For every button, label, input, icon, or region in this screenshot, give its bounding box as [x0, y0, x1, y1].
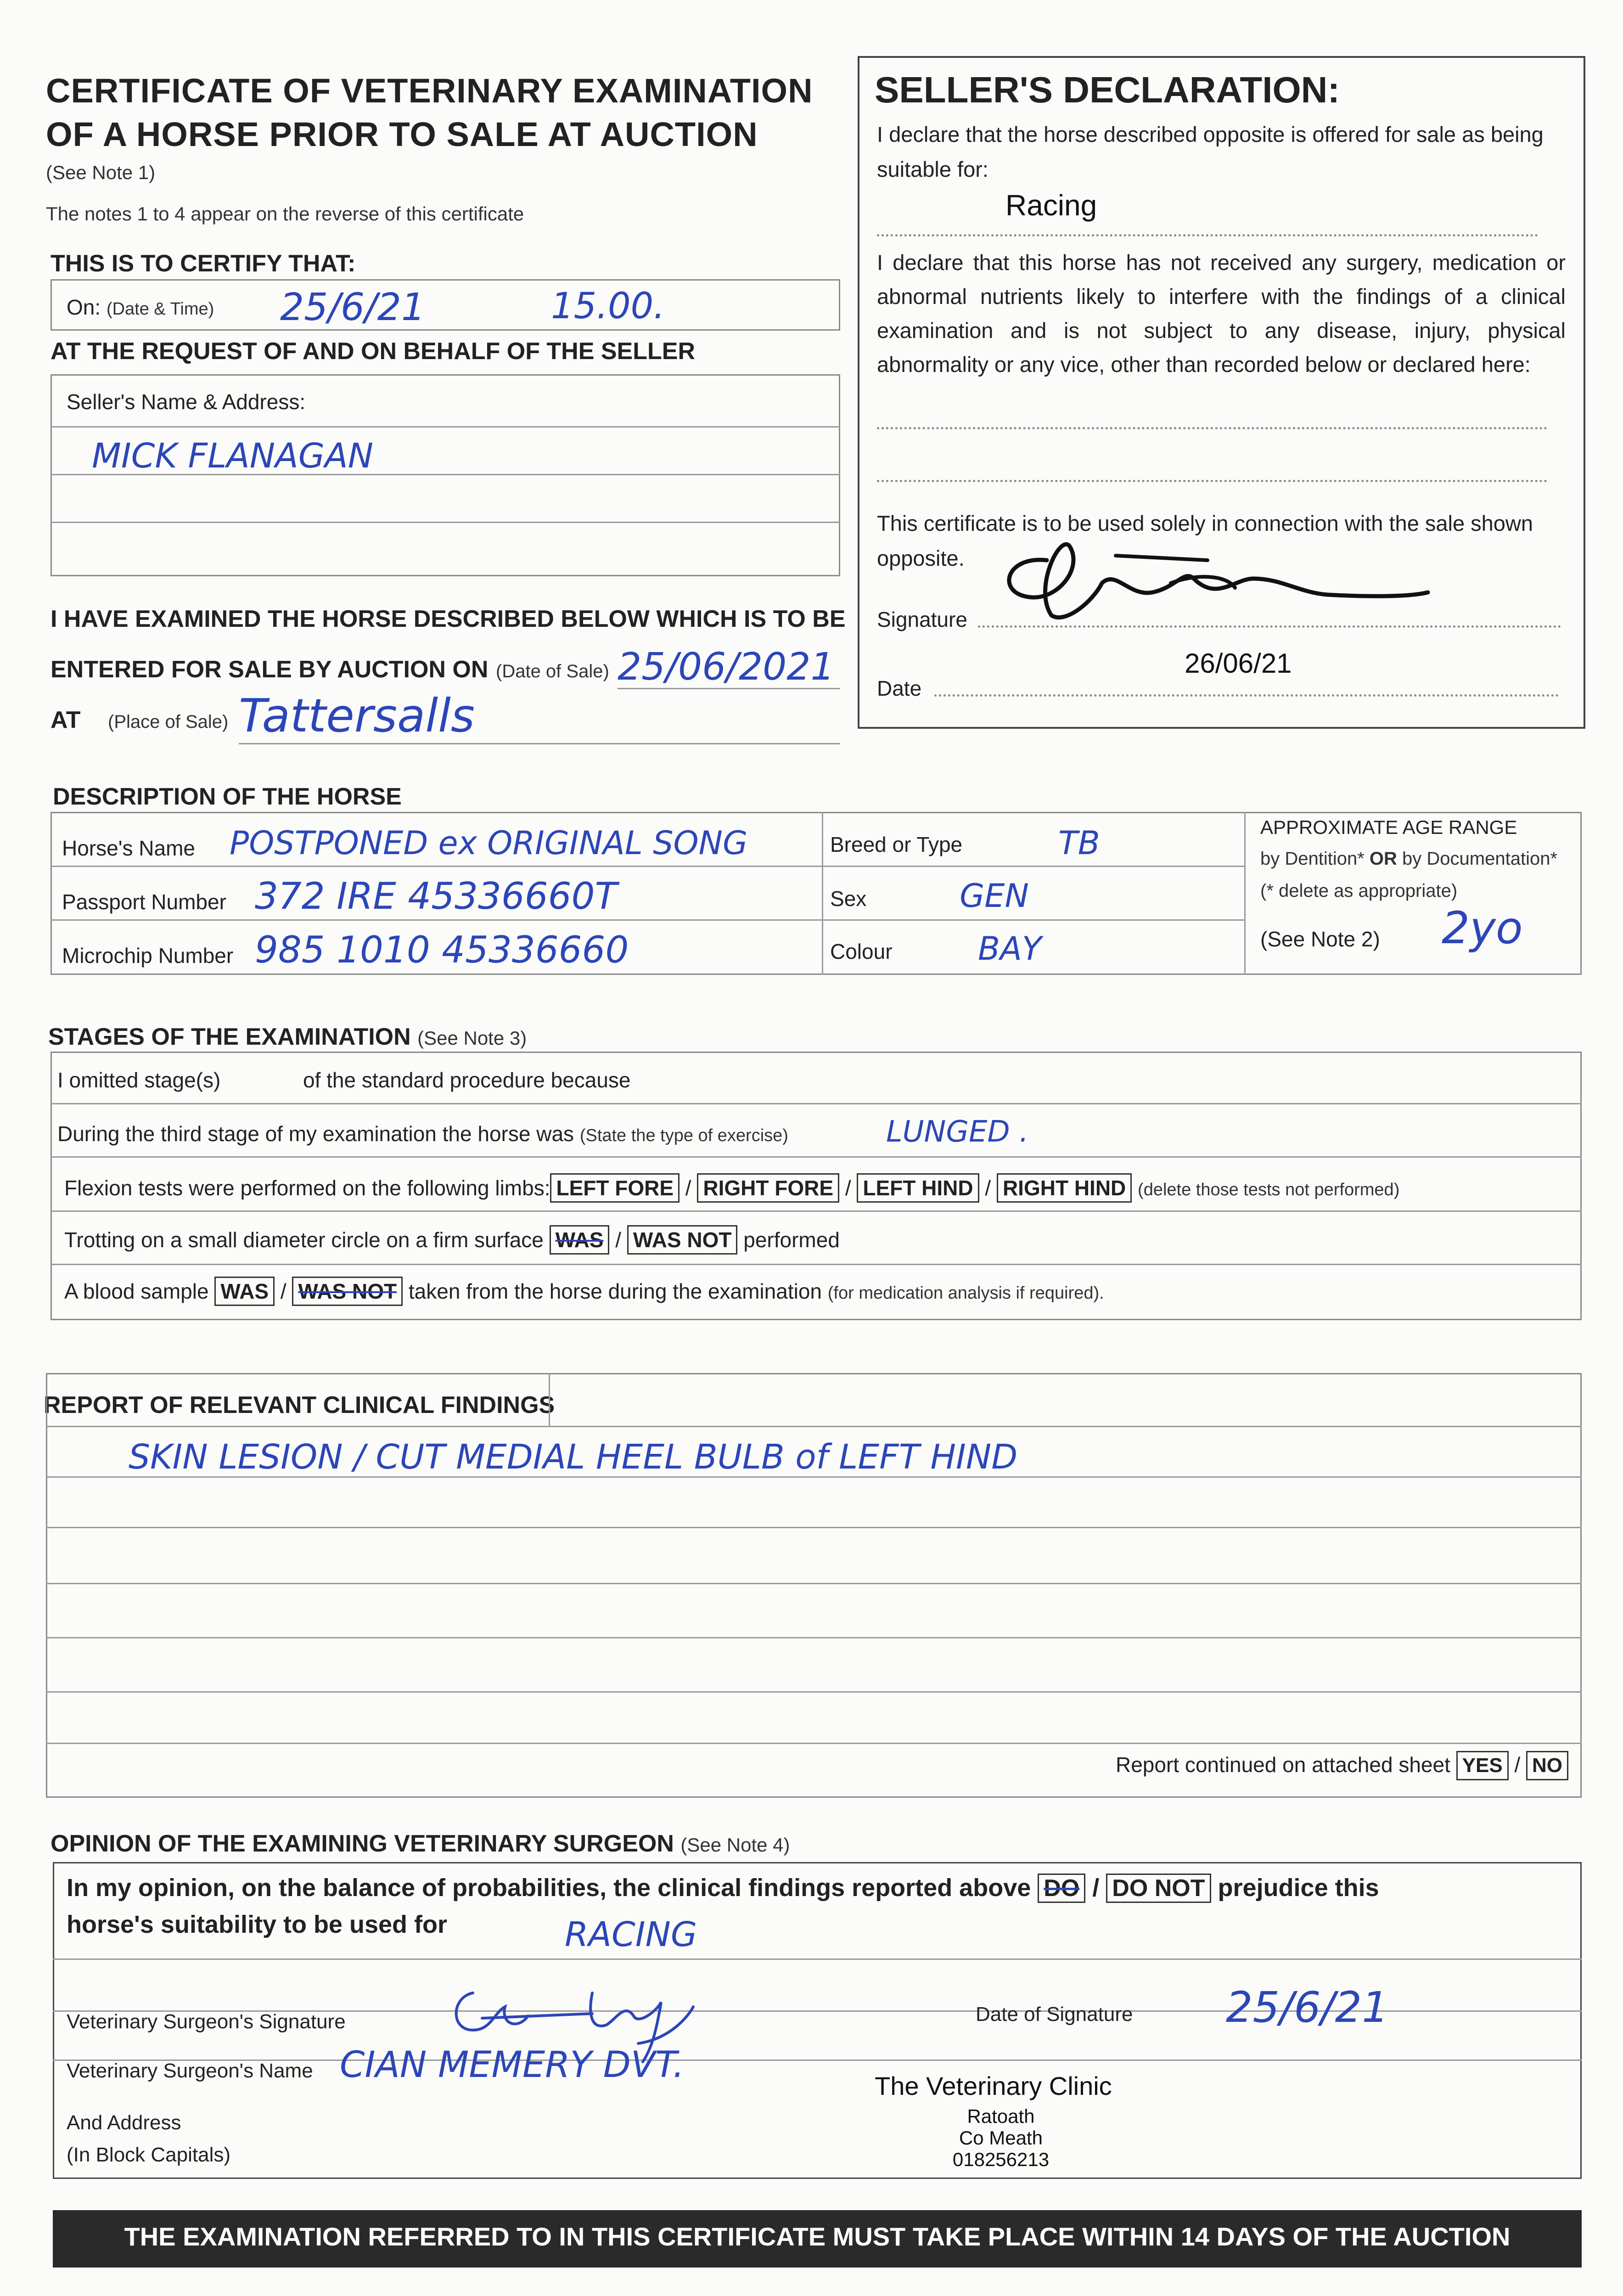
declaration-date-label: Date: [877, 676, 922, 700]
report-finding-value[interactable]: SKIN LESION / CUT MEDIAL HEEL BULB of LEFT HIND: [129, 1437, 1018, 1477]
description-row-rule-2: [51, 919, 1244, 921]
stages-rule-2: [51, 1156, 1582, 1158]
flexion-left-hind[interactable]: LEFT HIND: [857, 1173, 979, 1203]
exam-date-value[interactable]: 25/6/21: [280, 286, 426, 329]
description-col-rule-2: [1244, 812, 1246, 975]
opinion-heading: OPINION OF THE EXAMINING VETERINARY SURGEON (See Note 4): [51, 1830, 790, 1857]
report-rule-7: [46, 1743, 1582, 1744]
notes-text: The notes 1 to 4 appear on the reverse of this certificate: [46, 203, 524, 225]
report-no-option[interactable]: NO: [1526, 1751, 1568, 1780]
declaration-text-2: I declare that this horse has not received any surgery, medication or abnormal nutrients likely to interfere with the findings of a clinical examination and is not subject to any disease, injury, physical abnormality or any vice, other than recorded below or declared here:: [877, 250, 1566, 377]
blood-label: A blood sample: [64, 1279, 209, 1303]
vet-address-label: And Address: [67, 2111, 181, 2134]
opinion-line-2: horse's suitability to be used for: [67, 1911, 447, 1938]
horse-name-label: Horse's Name: [62, 836, 195, 860]
examined-line1: I HAVE EXAMINED THE HORSE DESCRIBED BELOW WHICH IS TO BE: [51, 606, 846, 632]
opinion-do-not-option[interactable]: DO NOT: [1106, 1874, 1211, 1903]
vet-name-value[interactable]: CIAN MEMERY DVT.: [340, 2044, 685, 2086]
flexion-right-hind[interactable]: RIGHT HIND: [997, 1173, 1132, 1203]
clinic-address-1: Ratoath: [967, 2105, 1035, 2127]
declaration-suitable-for[interactable]: Racing: [1005, 189, 1097, 222]
flexion-row: Flexion tests were performed on the following limbs: LEFT FORE / RIGHT FORE / LEFT HIND / RIGHT HIND (delete those tests not performed): [64, 1173, 1399, 1203]
vet-signature-label: Veterinary Surgeon's Signature: [67, 2010, 346, 2033]
description-row-rule-1: [51, 866, 1244, 867]
report-rule-1: [46, 1426, 1582, 1427]
vet-address-hint: (In Block Capitals): [67, 2144, 231, 2166]
sex-label: Sex: [830, 887, 867, 911]
omitted-stage-label: I omitted stage(s): [57, 1068, 221, 1092]
third-stage-label: During the third stage of my examination the horse was (State the type of exercise): [57, 1122, 788, 1146]
flexion-label: Flexion tests were performed on the following limbs:: [64, 1176, 550, 1200]
horse-name-value[interactable]: POSTPONED ex ORIGINAL SONG: [230, 824, 748, 862]
date-of-sale-value[interactable]: 25/06/2021: [618, 645, 835, 689]
declaration-signature-mark[interactable]: [978, 528, 1437, 634]
flexion-left-fore[interactable]: LEFT FORE: [550, 1173, 680, 1203]
place-of-sale-hint: (Place of Sale): [108, 712, 229, 732]
see-note-1: (See Note 1): [46, 162, 156, 183]
report-continued-row: Report continued on attached sheet YES / NO: [1116, 1751, 1568, 1780]
exam-time-value[interactable]: 15.00.: [551, 286, 665, 327]
passport-label: Passport Number: [62, 890, 226, 914]
opinion-do-option[interactable]: DO: [1038, 1874, 1085, 1903]
blood-was-option[interactable]: WAS: [214, 1277, 275, 1306]
opinion-rule-1: [53, 1958, 1582, 1960]
description-col-rule-1: [822, 812, 823, 975]
report-box: [46, 1373, 1582, 1798]
description-heading: DESCRIPTION OF THE HORSE: [53, 783, 402, 810]
seller-name-value[interactable]: MICK FLANAGAN: [92, 436, 374, 476]
age-by-line: by Dentition* OR by Documentation*: [1260, 849, 1558, 869]
colour-label: Colour: [830, 940, 893, 963]
report-rule-6: [46, 1691, 1582, 1693]
clinic-address-2: Co Meath: [959, 2127, 1043, 2149]
microchip-value[interactable]: 985 1010 45336660: [255, 929, 629, 971]
report-rule-5: [46, 1637, 1582, 1638]
date-of-signature-value[interactable]: 25/6/21: [1226, 1983, 1389, 2032]
flexion-hint: (delete those tests not performed): [1138, 1180, 1400, 1199]
declaration-signature-label: Signature: [877, 608, 967, 631]
certificate-title-line2: OF A HORSE PRIOR TO SALE AT AUCTION: [46, 115, 758, 153]
microchip-label: Microchip Number: [62, 944, 234, 968]
at-label: AT: [51, 707, 81, 733]
age-delete-hint: (* delete as appropriate): [1260, 881, 1458, 901]
trotting-was-not-option[interactable]: WAS NOT: [627, 1225, 738, 1255]
blood-was-not-option[interactable]: WAS NOT: [292, 1277, 403, 1306]
opinion-line-1: In my opinion, on the balance of probabilities, the clinical findings reported above DO / DO NOT prejudice this: [67, 1874, 1379, 1903]
clinic-phone: 018256213: [952, 2149, 1050, 2170]
report-heading: REPORT OF RELEVANT CLINICAL FINDINGS: [44, 1392, 555, 1418]
declaration-date-rule: [934, 694, 1559, 697]
stages-rule-1: [51, 1103, 1582, 1104]
seller-rule-3: [51, 522, 840, 523]
declaration-rule-2: [877, 480, 1547, 482]
opinion-use-value[interactable]: RACING: [565, 1915, 697, 1954]
date-of-signature-label: Date of Signature: [976, 2003, 1133, 2026]
blood-row: A blood sample WAS / WAS NOT taken from the horse during the examination (for medication analysis if required).: [64, 1277, 1104, 1306]
vet-name-label: Veterinary Surgeon's Name: [67, 2060, 313, 2082]
passport-value[interactable]: 372 IRE 45336660T: [255, 875, 618, 917]
trotting-label: Trotting on a small diameter circle on a firm surface: [64, 1228, 544, 1252]
certificate-title-line1: CERTIFICATE OF VETERINARY EXAMINATION: [46, 72, 813, 110]
report-yes-option[interactable]: YES: [1456, 1751, 1509, 1780]
clinic-name: The Veterinary Clinic: [875, 2071, 1112, 2100]
trotting-was-option[interactable]: WAS: [550, 1225, 610, 1255]
report-rule-3: [46, 1527, 1582, 1528]
declaration-text-1: I declare that the horse described opposite is offered for sale as being suitable for:: [877, 122, 1544, 181]
third-stage-value[interactable]: LUNGED .: [886, 1115, 1029, 1149]
declaration-text-3: This certificate is to be used solely in connection with the sale shown opposite.: [877, 511, 1533, 570]
age-range-heading: APPROXIMATE AGE RANGE: [1260, 816, 1517, 838]
age-see-note: (See Note 2): [1260, 927, 1380, 951]
date-of-sale-hint: (Date of Sale): [496, 661, 609, 681]
seller-name-address-label: Seller's Name & Address:: [67, 390, 306, 414]
place-of-sale-value[interactable]: Tattersalls: [239, 689, 475, 743]
certify-heading: THIS IS TO CERTIFY THAT:: [51, 250, 356, 277]
seller-request-heading: AT THE REQUEST OF AND ON BEHALF OF THE SELLER: [51, 338, 695, 365]
breed-label: Breed or Type: [830, 833, 963, 856]
seller-rule-1: [51, 426, 840, 428]
sex-value[interactable]: GEN: [960, 877, 1029, 915]
on-label: On: (Date & Time): [67, 295, 214, 319]
footer-banner-text: THE EXAMINATION REFERRED TO IN THIS CERTIFICATE MUST TAKE PLACE WITHIN 14 DAYS OF THE AUCTION: [124, 2222, 1511, 2251]
place-of-sale-rule: [239, 743, 840, 744]
trotting-row: Trotting on a small diameter circle on a firm surface WAS / WAS NOT performed: [64, 1225, 840, 1255]
breed-value[interactable]: TB: [1058, 824, 1100, 862]
colour-value[interactable]: BAY: [978, 930, 1042, 968]
seller-declaration-heading: SELLER'S DECLARATION:: [875, 69, 1340, 110]
flexion-right-fore[interactable]: RIGHT FORE: [697, 1173, 839, 1203]
declaration-date-value[interactable]: 26/06/21: [1185, 648, 1292, 679]
age-value[interactable]: 2yo: [1442, 902, 1523, 954]
omitted-stage-suffix: of the standard procedure because: [303, 1068, 631, 1092]
suitable-for-rule: [877, 234, 1538, 236]
report-rule-4: [46, 1583, 1582, 1584]
date-of-sale-rule: [618, 688, 840, 689]
declaration-rule-1: [877, 427, 1547, 429]
report-heading-divider: [549, 1373, 550, 1426]
examined-line2: ENTERED FOR SALE BY AUCTION ON: [51, 656, 489, 683]
stages-rule-3: [51, 1210, 1582, 1212]
stages-heading: STAGES OF THE EXAMINATION (See Note 3): [48, 1024, 527, 1050]
stages-rule-4: [51, 1264, 1582, 1265]
